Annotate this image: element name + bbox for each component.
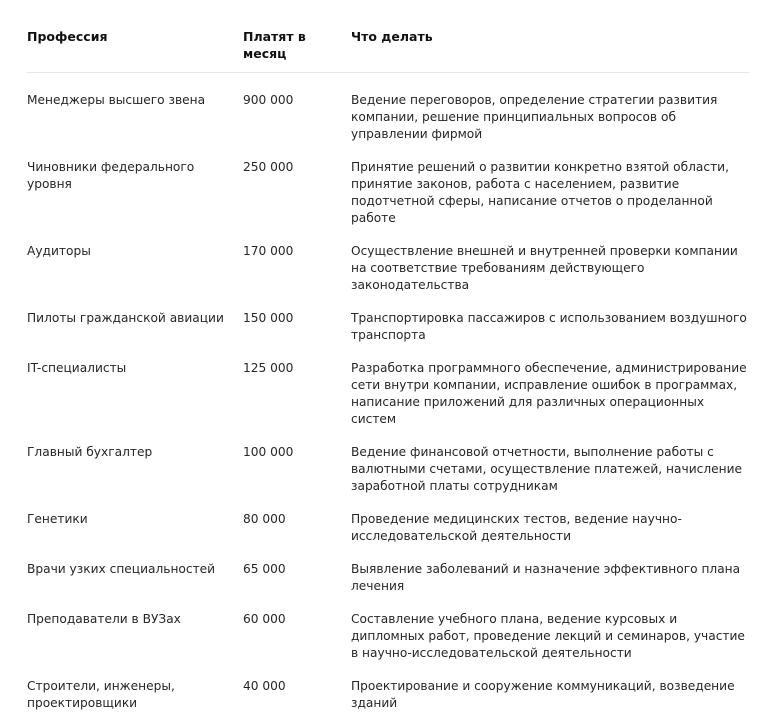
salary-cell: 900 000 [243,93,294,107]
table-row [27,310,749,344]
profession-cell: Аудиторы [27,244,91,258]
table-row [27,243,749,294]
salary-cell: 65 000 [243,562,286,576]
table-row [27,444,749,495]
duties-cell: Принятие решений о развитии конкретно взятой области, принятие законов, работа с населением, развитие подотчетной сферы, написание отчетов о проделанной работе [351,160,729,225]
table-row [27,511,749,545]
salary-table [27,28,749,728]
duties-cell: Составление учебного плана, ведение курсовых и дипломных работ, проведение лекций и семинаров, участие в научно-исследовательской деятельности [351,612,745,660]
table-body [27,73,749,712]
profession-cell: Менеджеры высшего звена [27,93,206,107]
header-duties: Что делать [351,29,433,44]
table-row [27,92,749,143]
salary-cell: 150 000 [243,311,294,325]
duties-cell: Ведение переговоров, определение стратегии развития компании, решение принципиальных вопросов об управлении фирмой [351,93,718,141]
salary-cell: 100 000 [243,445,294,459]
profession-cell: Генетики [27,512,88,526]
profession-cell: Врачи узких специальностей [27,562,216,576]
table-row [27,159,749,227]
duties-cell: Транспортировка пассажиров с использованием воздушного транспорта [351,311,747,342]
profession-cell: Чиновники федерального уровня [27,160,195,191]
profession-cell: Главный бухгалтер [27,445,153,459]
profession-cell: Строители, инженеры, проектировщики [27,679,175,710]
salary-cell: 170 000 [243,244,294,258]
duties-cell: Проведение медицинских тестов, ведение научно-исследовательской деятельности [351,512,682,543]
duties-cell: Разработка программного обеспечение, администрирование сети внутри компании, исправление ошибок в программах, написание приложений для различных операционных систем [351,361,747,426]
duties-cell: Проектирование и сооружение коммуникаций, возведение зданий [351,679,735,710]
profession-cell: Пилоты гражданской авиации [27,311,224,325]
salary-cell: 250 000 [243,160,294,174]
table-row [27,561,749,595]
header-profession: Профессия [27,29,108,44]
duties-cell: Ведение финансовой отчетности, выполнение работы с валютными счетами, осуществление платежей, начисление заработной платы сотрудникам [351,445,742,493]
header-salary: Платят в месяц [243,29,306,61]
salary-cell: 80 000 [243,512,286,526]
salary-cell: 40 000 [243,679,286,693]
table-row [27,611,749,662]
table-row [27,678,749,712]
duties-cell: Выявление заболеваний и назначение эффективного плана лечения [351,562,741,593]
table-header [27,28,749,73]
salary-cell: 60 000 [243,612,286,626]
profession-cell: IT-специалисты [27,361,127,375]
duties-cell: Осуществление внешней и внутренней проверки компании на соответствие требованиям действующего законодательства [351,244,738,292]
table-row [27,360,749,428]
salary-cell: 125 000 [243,361,294,375]
profession-cell: Преподаватели в ВУЗах [27,612,181,626]
